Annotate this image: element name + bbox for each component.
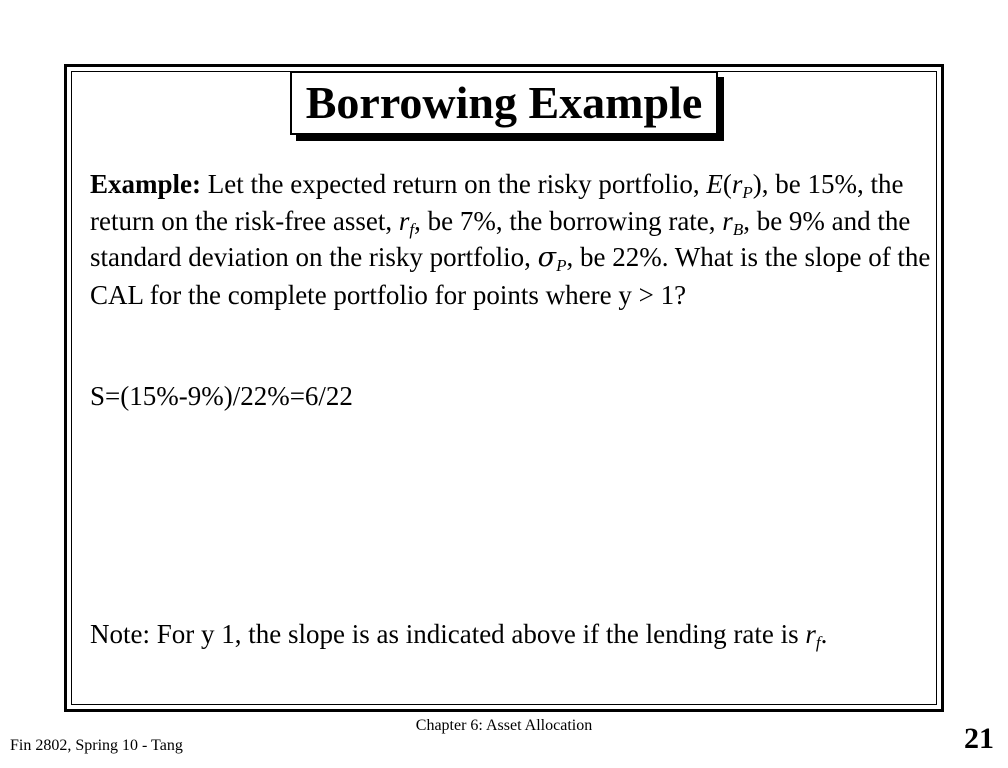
expected-return-subscript: P (742, 183, 753, 202)
slide-title: Borrowing Example (290, 71, 718, 135)
expected-return-close-paren: ) (752, 169, 762, 199)
example-label: Example: (90, 169, 201, 199)
borrowing-r: r (722, 205, 733, 236)
example-text-2: , be 15%, the return on the risk-free asset, (90, 169, 904, 236)
note-text-2: 1, the slope is as indicated above if the lending rate is (221, 619, 806, 649)
borrowing-subscript: B (732, 219, 744, 239)
example-text-1: Let the expected return on the risky portfolio, (201, 169, 707, 199)
risk-free-subscript: f (409, 219, 415, 239)
sigma-subscript: P (556, 256, 567, 275)
expected-return-r: r (731, 169, 743, 199)
risk-free-r: r (398, 205, 410, 236)
note-lending-subscript: f (815, 633, 821, 652)
footer-chapter: Chapter 6: Asset Allocation (415, 717, 593, 734)
expected-return-e: E (706, 169, 723, 199)
slope-solution: S=(15%-9%)/22%=6/22 (90, 381, 353, 411)
note-lending-r: r (805, 619, 816, 649)
note-paragraph (90, 616, 932, 652)
note-text-3: . (820, 619, 828, 649)
sigma-symbol: σ (537, 242, 557, 273)
example-text-5: , be 22%. What is the slope of the CAL for the complete portfolio for points where y > 1? (90, 242, 931, 310)
example-text-4: , be 9% and the standard deviation on the risky portfolio, (90, 205, 911, 272)
example-paragraph (90, 166, 932, 313)
example-text-3: , be 7%, the borrowing rate, (414, 205, 723, 236)
note-text-1: Note: For y (90, 619, 222, 649)
page-number: 21 (964, 722, 994, 755)
footer-course: Fin 2802, Spring 10 - Tang (10, 737, 183, 754)
expected-return-open-paren: ( (722, 169, 732, 199)
